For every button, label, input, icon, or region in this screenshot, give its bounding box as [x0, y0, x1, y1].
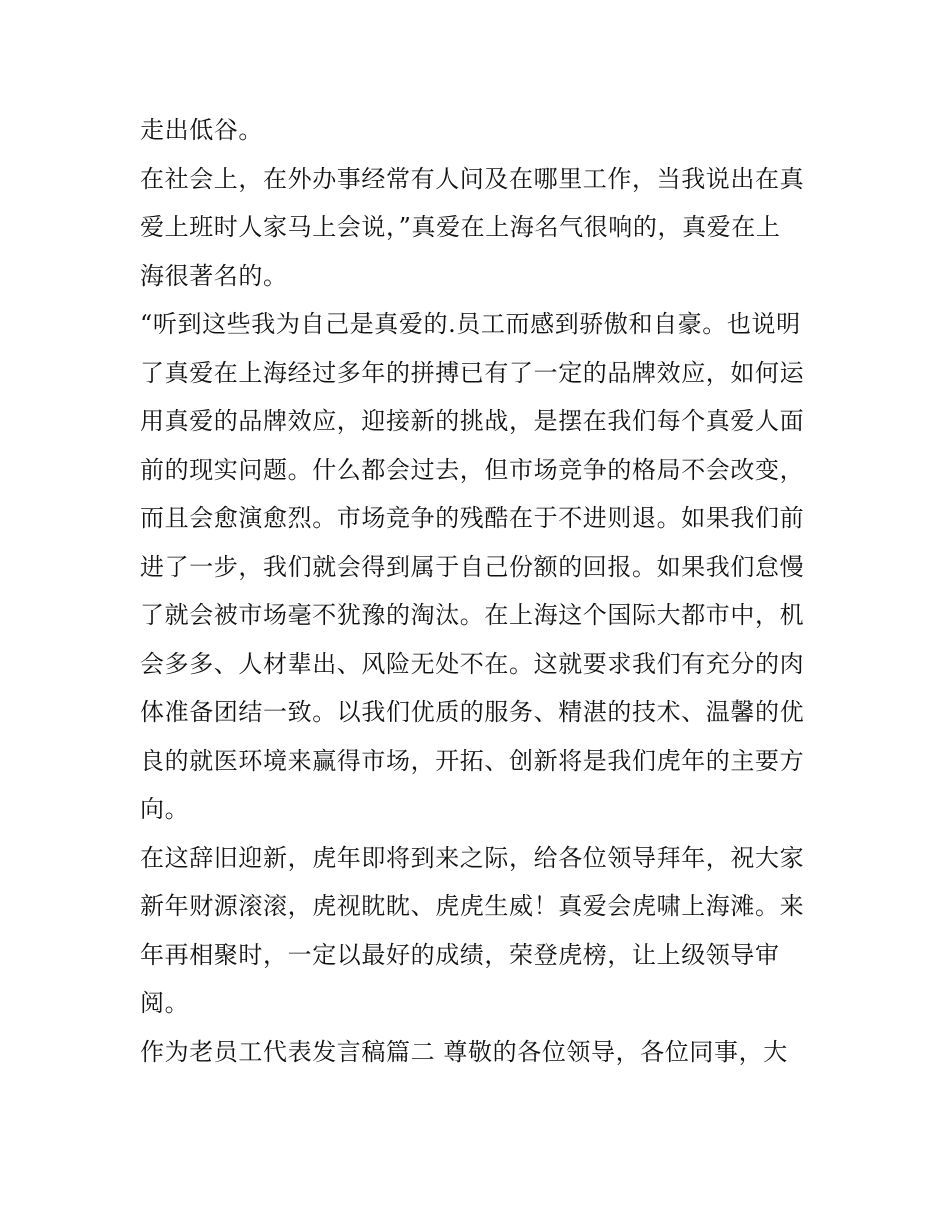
body-text — [140, 106, 820, 1076]
text-line: 在社会上，在外办事经常有人问及在哪里工作，当我说出在真 — [140, 164, 805, 193]
text-line: 阅。 — [140, 989, 190, 1017]
text-line: 走出低谷。 — [140, 116, 263, 144]
text-line: 而且会愈演愈烈。市场竞争的残酷在于不进则退。如果我们前 — [140, 504, 805, 532]
text-line: 年再相聚时，一定以最好的成绩，荣登虎榜，让上级领导审 — [140, 940, 780, 969]
text-line: 了真爱在上海经过多年的拼搏已有了一定的品牌效应，如何运 — [140, 358, 805, 387]
text-line: 了就会被市场毫不犹豫的淘汰。在上海这个国际大都市中，机 — [140, 601, 805, 629]
text-line: 前的现实问题。什么都会过去，但市场竞争的格局不会改变， — [140, 455, 805, 484]
text-line: 爱上班时人家马上会说，”真爱在上海名气很响的，真爱在上 — [140, 213, 781, 241]
text-line: 用真爱的品牌效应，迎接新的挑战，是摆在我们每个真爱人面 — [140, 407, 805, 435]
text-line: 会多多、人材辈出、风险无处不在。这就要求我们有充分的肉 — [140, 649, 805, 678]
text-line: 体准备团结一致。以我们优质的服务、精湛的技术、温馨的优 — [140, 698, 805, 726]
text-line: 新年财源滚滚，虎视眈眈、虎虎生威！真爱会虎啸上海滩。来 — [140, 892, 805, 920]
text-line: 海很著名的。 — [140, 261, 288, 290]
text-line: 良的就医环境来赢得市场，开拓、创新将是我们虎年的主要方 — [140, 746, 805, 775]
text-line: “听到这些我为自己是真爱的.员工而感到骄傲和自豪。也说明 — [140, 310, 801, 338]
text-line: 在这辞旧迎新，虎年即将到来之际，给各位领导拜年，祝大家 — [140, 843, 805, 872]
text-line: 向。 — [140, 795, 190, 823]
text-line: 作为老员工代表发言稿篇二 尊敬的各位领导，各位同事，大 — [140, 1037, 788, 1066]
text-line: 进了一步，我们就会得到属于自己份额的回报。如果我们怠慢 — [140, 552, 805, 581]
